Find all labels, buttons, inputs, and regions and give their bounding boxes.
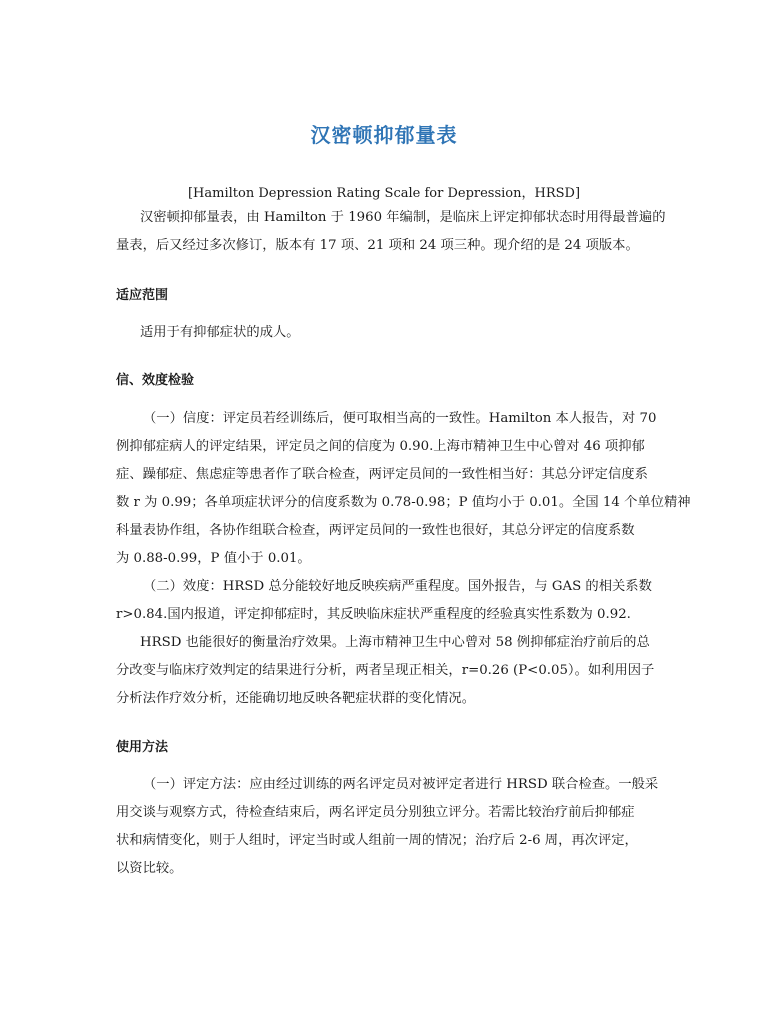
intro-line: 量表，后又经过多次修订，版本有 17 项、21 项和 24 项三种。现介绍的是 24 项版本。 bbox=[116, 238, 639, 253]
intro-line: 汉密顿抑郁量表，由 Hamilton 于 1960 年编制，是临床上评定抑郁状态时用得最普遍的 bbox=[140, 210, 666, 225]
paragraph-line: 以资比较。 bbox=[116, 861, 183, 876]
paragraph-line: 适用于有抑郁症状的成人。 bbox=[140, 325, 300, 340]
paragraph-line: 例抑郁症病人的评定结果，评定员之间的信度为 0.90.上海市精神卫生中心曾对 46 项抑郁 bbox=[116, 439, 645, 454]
paragraph-line: （一）评定方法：应由经过训练的两名评定员对被评定者进行 HRSD 联合检查。一般采 bbox=[143, 777, 659, 792]
paragraph-line: 状和病情变化，则于人组时，评定当时或人组前一周的情况；治疗后 2-6 周，再次评定， bbox=[116, 833, 638, 848]
section-heading-scope: 适应范围 bbox=[116, 288, 169, 303]
paragraph-line: 分析法作疗效分析，还能确切地反映各靶症状群的变化情况。 bbox=[116, 691, 476, 706]
section-heading-validity: 信、效度检验 bbox=[116, 373, 195, 388]
paragraph-line: （一）信度：评定员若经训练后，便可取相当高的一致性。Hamilton 本人报告，对 70 bbox=[143, 411, 657, 426]
paragraph-line: r>0.84.国内报道，评定抑郁症时，其反映临床症状严重程度的经验真实性系数为 0.92. bbox=[116, 607, 631, 622]
paragraph-line: 数 r 为 0.99；各单项症状评分的信度系数为 0.78-0.98；P 值均小于 0.01。全国 14 个单位精神 bbox=[116, 495, 691, 510]
paragraph-line: 为 0.88-0.99，P 值小于 0.01。 bbox=[116, 551, 311, 566]
page-title: 汉密顿抑郁量表 bbox=[310, 123, 458, 147]
paragraph-line: （二）效度：HRSD 总分能较好地反映疾病严重程度。国外报告，与 GAS 的相关系数 bbox=[143, 579, 652, 594]
subtitle: [Hamilton Depression Rating Scale for Depression，HRSD] bbox=[187, 186, 581, 201]
paragraph-line: HRSD 也能很好的衡量治疗效果。上海市精神卫生中心曾对 58 例抑郁症治疗前后的总 bbox=[140, 635, 650, 650]
section-heading-usage: 使用方法 bbox=[116, 740, 169, 755]
paragraph-line: 症、躁郁症、焦虑症等患者作了联合检查，两评定员间的一致性相当好：其总分评定信度系 bbox=[116, 467, 648, 482]
paragraph-line: 科量表协作组，各协作组联合检查，两评定员间的一致性也很好，其总分评定的信度系数 bbox=[116, 523, 635, 538]
paragraph-line: 分改变与临床疗效判定的结果进行分析，两者呈现正相关，r=0.26 (P<0.05）。如利用因子 bbox=[116, 663, 655, 678]
paragraph-line: 用交谈与观察方式，待检查结束后，两名评定员分别独立评分。若需比较治疗前后抑郁症 bbox=[116, 805, 635, 820]
